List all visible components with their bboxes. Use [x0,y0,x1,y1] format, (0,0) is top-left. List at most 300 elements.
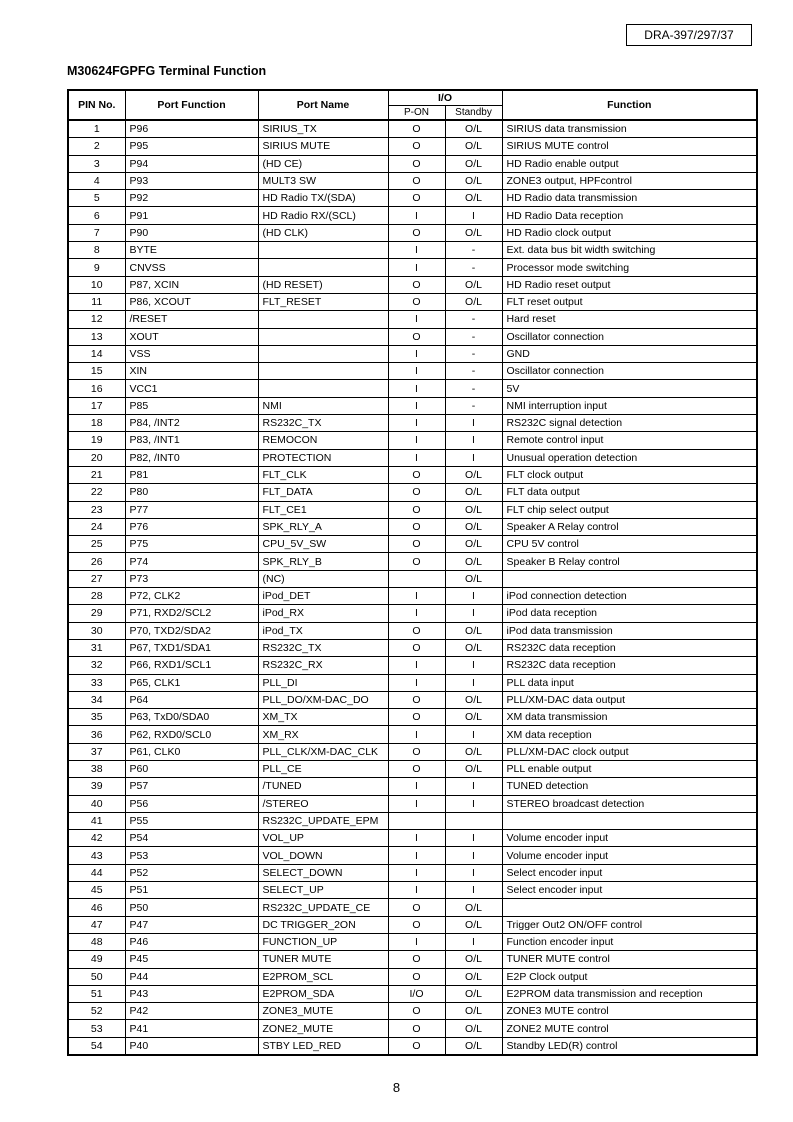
table-row [68,968,757,985]
function-cell: ZONE3 MUTE control [502,1003,757,1020]
pin-number-cell: 36 [68,726,125,743]
table-row [68,812,757,829]
standby-cell: O/L [445,1003,502,1020]
function-cell: PLL/XM-DAC data output [502,691,757,708]
standby-cell: O/L [445,224,502,241]
port-name-cell: SIRIUS_TX [258,120,388,138]
p-on-cell: I [388,380,445,397]
function-cell: HD Radio clock output [502,224,757,241]
table-row [68,328,757,345]
p-on-cell: O [388,466,445,483]
port-function-cell: P56 [125,795,258,812]
table-row [68,639,757,656]
port-function-cell: P53 [125,847,258,864]
port-name-cell: HD Radio RX/(SCL) [258,207,388,224]
pin-number-cell: 47 [68,916,125,933]
pin-number-cell: 7 [68,224,125,241]
standby-cell: O/L [445,190,502,207]
port-function-cell: P65, CLK1 [125,674,258,691]
function-cell: Volume encoder input [502,847,757,864]
p-on-cell: I [388,674,445,691]
standby-cell: O/L [445,501,502,518]
port-function-cell: P55 [125,812,258,829]
port-name-cell: XM_RX [258,726,388,743]
pin-number-cell: 6 [68,207,125,224]
p-on-cell: I [388,882,445,899]
function-cell: iPod connection detection [502,588,757,605]
port-name-cell: PLL_DI [258,674,388,691]
standby-cell: O/L [445,916,502,933]
port-function-cell: P84, /INT2 [125,415,258,432]
p-on-cell: O [388,155,445,172]
standby-cell: O/L [445,276,502,293]
table-row [68,985,757,1002]
pin-number-cell: 30 [68,622,125,639]
table-row [68,951,757,968]
function-cell: Remote control input [502,432,757,449]
port-name-cell: PLL_CE [258,760,388,777]
table-row [68,224,757,241]
port-function-cell: P76 [125,518,258,535]
standby-cell: O/L [445,536,502,553]
port-function-cell: P41 [125,1020,258,1037]
table-row [68,1020,757,1037]
function-cell: CPU 5V control [502,536,757,553]
standby-cell: O/L [445,518,502,535]
p-on-cell: O [388,1020,445,1037]
function-cell: SIRIUS MUTE control [502,138,757,155]
p-on-cell: I [388,259,445,276]
function-cell [502,812,757,829]
header-port-name: Port Name [258,90,388,120]
pin-number-cell: 22 [68,484,125,501]
pin-number-cell: 14 [68,345,125,362]
table-row [68,864,757,881]
port-name-cell: iPod_RX [258,605,388,622]
p-on-cell: O [388,276,445,293]
table-row [68,1003,757,1020]
table-row [68,795,757,812]
pin-number-cell: 1 [68,120,125,138]
pin-number-cell: 38 [68,760,125,777]
port-name-cell: CPU_5V_SW [258,536,388,553]
p-on-cell: I [388,588,445,605]
standby-cell [445,812,502,829]
p-on-cell: O [388,951,445,968]
p-on-cell: O [388,709,445,726]
standby-cell: O/L [445,1037,502,1055]
table-row [68,501,757,518]
pin-number-cell: 19 [68,432,125,449]
function-cell: ZONE3 output, HPFcontrol [502,172,757,189]
table-body [68,120,757,1055]
port-function-cell: VSS [125,345,258,362]
pin-number-cell: 11 [68,293,125,310]
pin-number-cell: 45 [68,882,125,899]
function-cell: GND [502,345,757,362]
p-on-cell: I [388,363,445,380]
pin-number-cell: 16 [68,380,125,397]
pin-number-cell: 10 [68,276,125,293]
function-cell: XM data transmission [502,709,757,726]
function-cell: TUNED detection [502,778,757,795]
p-on-cell [388,570,445,587]
p-on-cell: O [388,899,445,916]
port-function-cell: P70, TXD2/SDA2 [125,622,258,639]
header-pin-no: PIN No. [68,90,125,120]
function-cell: HD Radio data transmission [502,190,757,207]
pin-number-cell: 18 [68,415,125,432]
port-function-cell: XIN [125,363,258,380]
p-on-cell: O [388,1037,445,1055]
standby-cell: I [445,864,502,881]
port-function-cell: P73 [125,570,258,587]
function-cell: HD Radio enable output [502,155,757,172]
port-function-cell: P43 [125,985,258,1002]
table-row [68,674,757,691]
standby-cell: O/L [445,1020,502,1037]
function-cell: RS232C signal detection [502,415,757,432]
pin-number-cell: 44 [68,864,125,881]
table-row [68,691,757,708]
table-row [68,830,757,847]
port-function-cell: P57 [125,778,258,795]
standby-cell: - [445,311,502,328]
p-on-cell: O [388,224,445,241]
port-name-cell: VOL_UP [258,830,388,847]
pin-number-cell: 8 [68,242,125,259]
port-name-cell: VOL_DOWN [258,847,388,864]
port-function-cell: P64 [125,691,258,708]
p-on-cell: O [388,328,445,345]
port-function-cell: P86, XCOUT [125,293,258,310]
function-cell: ZONE2 MUTE control [502,1020,757,1037]
port-name-cell [258,259,388,276]
port-name-cell: ZONE3_MUTE [258,1003,388,1020]
table-row [68,432,757,449]
pin-number-cell: 54 [68,1037,125,1055]
pin-number-cell: 51 [68,985,125,1002]
port-name-cell [258,380,388,397]
port-function-cell: P46 [125,933,258,950]
p-on-cell: O [388,120,445,138]
function-cell: E2PROM data transmission and reception [502,985,757,1002]
standby-cell: O/L [445,293,502,310]
port-name-cell: PLL_CLK/XM-DAC_CLK [258,743,388,760]
p-on-cell: I [388,397,445,414]
port-function-cell: CNVSS [125,259,258,276]
port-function-cell: P90 [125,224,258,241]
port-function-cell: P60 [125,760,258,777]
standby-cell: O/L [445,120,502,138]
table-row [68,363,757,380]
standby-cell: O/L [445,709,502,726]
p-on-cell: O [388,760,445,777]
table-row [68,259,757,276]
table-row [68,657,757,674]
port-name-cell: RS232C_UPDATE_CE [258,899,388,916]
function-cell [502,899,757,916]
table-row [68,138,757,155]
port-name-cell: E2PROM_SDA [258,985,388,1002]
port-function-cell: P54 [125,830,258,847]
port-function-cell: P71, RXD2/SCL2 [125,605,258,622]
port-function-cell: P61, CLK0 [125,743,258,760]
port-name-cell: FUNCTION_UP [258,933,388,950]
port-function-cell: VCC1 [125,380,258,397]
p-on-cell: I [388,432,445,449]
port-name-cell: PLL_DO/XM-DAC_DO [258,691,388,708]
standby-cell: O/L [445,484,502,501]
port-name-cell [258,363,388,380]
p-on-cell: O [388,138,445,155]
port-name-cell: SPK_RLY_B [258,553,388,570]
port-name-cell: MULT3 SW [258,172,388,189]
p-on-cell: I [388,605,445,622]
port-function-cell: P44 [125,968,258,985]
table-row [68,933,757,950]
port-name-cell: PROTECTION [258,449,388,466]
standby-cell: O/L [445,172,502,189]
p-on-cell: I [388,778,445,795]
table-row [68,276,757,293]
standby-cell: I [445,588,502,605]
port-function-cell: /RESET [125,311,258,328]
function-cell: STEREO broadcast detection [502,795,757,812]
pin-number-cell: 5 [68,190,125,207]
p-on-cell: I [388,830,445,847]
pin-number-cell: 31 [68,639,125,656]
table-row [68,916,757,933]
standby-cell: I [445,847,502,864]
function-cell: Volume encoder input [502,830,757,847]
p-on-cell: O [388,501,445,518]
function-cell: RS232C data reception [502,657,757,674]
function-cell: RS232C data reception [502,639,757,656]
port-function-cell: P81 [125,466,258,483]
page-number: 8 [392,1080,401,1095]
port-function-cell: P96 [125,120,258,138]
pin-number-cell: 50 [68,968,125,985]
pin-number-cell: 24 [68,518,125,535]
p-on-cell: O [388,518,445,535]
function-cell: Hard reset [502,311,757,328]
port-function-cell: P42 [125,1003,258,1020]
function-cell: Trigger Out2 ON/OFF control [502,916,757,933]
pin-number-cell: 13 [68,328,125,345]
table-row [68,1037,757,1055]
port-name-cell: SPK_RLY_A [258,518,388,535]
port-name-cell: ZONE2_MUTE [258,1020,388,1037]
pin-number-cell: 3 [68,155,125,172]
standby-cell: I [445,449,502,466]
pin-number-cell: 32 [68,657,125,674]
port-function-cell: P75 [125,536,258,553]
p-on-cell: I [388,795,445,812]
function-cell: Processor mode switching [502,259,757,276]
table-row [68,709,757,726]
p-on-cell: I [388,726,445,743]
table-row [68,242,757,259]
pin-number-cell: 42 [68,830,125,847]
function-cell: PLL data input [502,674,757,691]
standby-cell: O/L [445,985,502,1002]
port-name-cell [258,328,388,345]
port-name-cell: REMOCON [258,432,388,449]
pin-number-cell: 9 [68,259,125,276]
pin-number-cell: 53 [68,1020,125,1037]
port-name-cell: iPod_TX [258,622,388,639]
port-function-cell: P77 [125,501,258,518]
model-code: DRA-397/297/37 [644,28,734,42]
port-function-cell: P95 [125,138,258,155]
standby-cell: - [445,363,502,380]
pin-number-cell: 34 [68,691,125,708]
port-name-cell [258,311,388,328]
port-name-cell: FLT_RESET [258,293,388,310]
standby-cell: O/L [445,691,502,708]
port-name-cell: TUNER MUTE [258,951,388,968]
p-on-cell: O [388,622,445,639]
function-cell: Speaker B Relay control [502,553,757,570]
p-on-cell: I [388,207,445,224]
pin-number-cell: 20 [68,449,125,466]
function-cell: FLT clock output [502,466,757,483]
table-row [68,882,757,899]
p-on-cell: O [388,743,445,760]
port-function-cell: XOUT [125,328,258,345]
standby-cell: - [445,397,502,414]
port-name-cell: STBY LED_RED [258,1037,388,1055]
table-row [68,345,757,362]
p-on-cell [388,812,445,829]
port-name-cell: SELECT_UP [258,882,388,899]
table-row [68,588,757,605]
p-on-cell: I [388,449,445,466]
standby-cell: I [445,726,502,743]
model-code-box [626,24,752,46]
p-on-cell: O [388,968,445,985]
standby-cell: I [445,674,502,691]
port-function-cell: P74 [125,553,258,570]
p-on-cell: O [388,691,445,708]
table-row [68,726,757,743]
port-name-cell: XM_TX [258,709,388,726]
table-row [68,397,757,414]
standby-cell: - [445,328,502,345]
table-row [68,415,757,432]
port-name-cell: HD Radio TX/(SDA) [258,190,388,207]
port-function-cell: P72, CLK2 [125,588,258,605]
standby-cell: I [445,657,502,674]
p-on-cell: O [388,484,445,501]
port-function-cell: P85 [125,397,258,414]
function-cell: HD Radio reset output [502,276,757,293]
port-name-cell: iPod_DET [258,588,388,605]
function-cell: Ext. data bus bit width switching [502,242,757,259]
function-cell: Standby LED(R) control [502,1037,757,1055]
standby-cell: O/L [445,968,502,985]
pin-number-cell: 46 [68,899,125,916]
port-name-cell: SIRIUS MUTE [258,138,388,155]
port-name-cell [258,345,388,362]
p-on-cell: O [388,1003,445,1020]
pin-number-cell: 39 [68,778,125,795]
p-on-cell: I [388,242,445,259]
port-name-cell: RS232C_TX [258,639,388,656]
port-function-cell: P63, TxD0/SDA0 [125,709,258,726]
port-name-cell: SELECT_DOWN [258,864,388,881]
standby-cell: I [445,432,502,449]
pin-number-cell: 12 [68,311,125,328]
table-row [68,484,757,501]
port-function-cell: P40 [125,1037,258,1055]
function-cell: Unusual operation detection [502,449,757,466]
pin-number-cell: 17 [68,397,125,414]
port-name-cell: RS232C_TX [258,415,388,432]
standby-cell: O/L [445,899,502,916]
port-name-cell: (HD CLK) [258,224,388,241]
pin-number-cell: 29 [68,605,125,622]
port-name-cell: (HD RESET) [258,276,388,293]
table-row [68,155,757,172]
standby-cell: O/L [445,743,502,760]
function-cell: PLL enable output [502,760,757,777]
function-cell: Oscillator connection [502,328,757,345]
port-name-cell: (NC) [258,570,388,587]
header-port-function: Port Function [125,90,258,120]
pin-number-cell: 52 [68,1003,125,1020]
function-cell: E2P Clock output [502,968,757,985]
standby-cell: - [445,259,502,276]
standby-cell: - [445,380,502,397]
table-row [68,847,757,864]
p-on-cell: O [388,916,445,933]
function-cell: FLT reset output [502,293,757,310]
function-cell: NMI interruption input [502,397,757,414]
table-row [68,570,757,587]
p-on-cell: I [388,657,445,674]
table-row [68,518,757,535]
function-cell: Speaker A Relay control [502,518,757,535]
port-function-cell: P50 [125,899,258,916]
p-on-cell: O [388,172,445,189]
table-row [68,760,757,777]
pin-number-cell: 25 [68,536,125,553]
terminal-function-table [67,89,758,1056]
standby-cell: O/L [445,639,502,656]
port-name-cell: (HD CE) [258,155,388,172]
port-name-cell: E2PROM_SCL [258,968,388,985]
standby-cell: I [445,207,502,224]
header-standby: Standby [445,106,502,121]
p-on-cell: O [388,293,445,310]
function-cell: SIRIUS data transmission [502,120,757,138]
header-io: I/O [388,90,502,106]
table-row [68,622,757,639]
function-cell: Select encoder input [502,882,757,899]
pin-number-cell: 40 [68,795,125,812]
function-cell: FLT data output [502,484,757,501]
standby-cell: I [445,795,502,812]
table-row [68,449,757,466]
table-row [68,311,757,328]
function-cell: iPod data reception [502,605,757,622]
p-on-cell: I [388,933,445,950]
standby-cell: I [445,415,502,432]
table-row [68,380,757,397]
function-cell: Oscillator connection [502,363,757,380]
